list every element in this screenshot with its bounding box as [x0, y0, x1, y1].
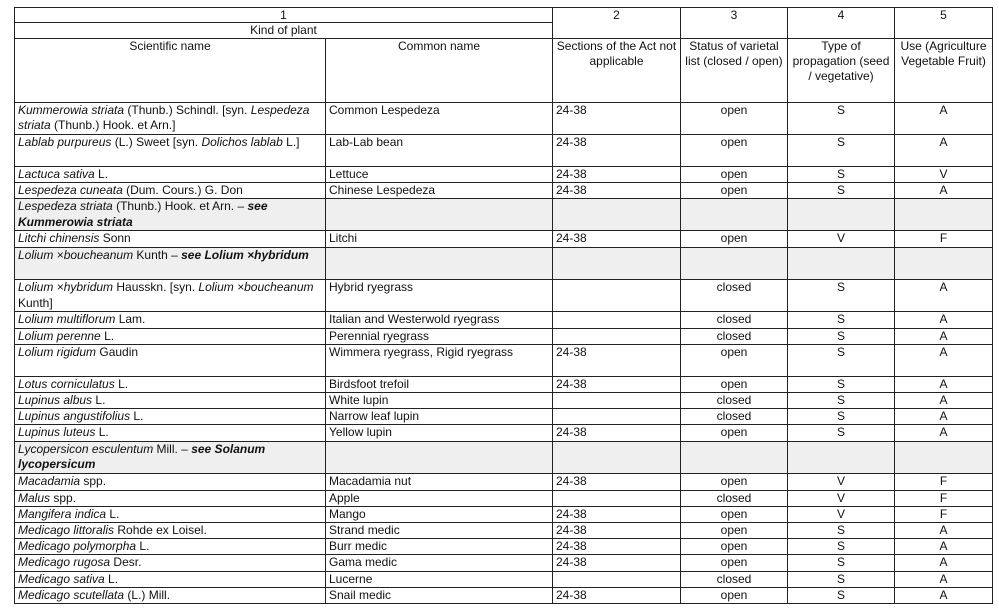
sections-cell: 24-38: [553, 135, 681, 167]
status-cell: open: [681, 183, 788, 199]
status-cell: open: [681, 376, 788, 392]
sections-cell: 24-38: [553, 183, 681, 199]
propagation-cell: V: [788, 490, 895, 506]
status-cell: open: [681, 135, 788, 167]
common-name-cell: Wimmera ryegrass, Rigid ryegrass: [326, 344, 553, 376]
status-cell: closed: [681, 280, 788, 312]
table-row: [15, 280, 993, 312]
scientific-name-segment: Kunth –: [133, 248, 182, 263]
table-row: [15, 167, 993, 183]
scientific-name-segment: Kummerowia striata: [18, 103, 125, 117]
use-cell: A: [895, 103, 993, 135]
table-row: [15, 571, 993, 587]
use-cell: A: [895, 587, 993, 603]
status-cell: open: [681, 167, 788, 183]
scientific-name-cell: [15, 231, 326, 248]
use-cell: [895, 441, 993, 473]
use-cell: A: [895, 344, 993, 376]
common-name-cell: White lupin: [326, 393, 553, 409]
scientific-name-segment: L.: [100, 328, 115, 343]
status-cell: open: [681, 523, 788, 539]
scientific-name-segment: Lolium ×boucheanum: [18, 248, 134, 263]
scientific-name-segment: L.: [130, 409, 144, 424]
scientific-name-segment: see Kummerowia striata: [18, 199, 268, 229]
table-row: [15, 393, 993, 409]
table-row: [15, 328, 993, 344]
col1-title: Kind of plant: [250, 23, 317, 37]
common-name-cell: Lab-Lab bean: [326, 135, 553, 167]
sections-cell: [553, 409, 681, 425]
table-row: [15, 473, 993, 490]
table-row: [15, 441, 993, 473]
use-cell: A: [895, 312, 993, 328]
scientific-name-segment: (L.) Sweet [syn.: [111, 135, 202, 149]
header-row-numbers: [15, 8, 993, 39]
table-row: [15, 248, 993, 280]
common-name-cell: Italian and Westerwold ryegrass: [326, 312, 553, 328]
scientific-name-segment: L.: [92, 393, 106, 408]
propagation-cell: S: [788, 135, 895, 167]
scientific-name-cell: [15, 523, 326, 539]
scientific-name-segment: Medicago sativa: [18, 571, 105, 586]
common-name-cell: Birdsfoot trefoil: [326, 376, 553, 392]
propagation-cell: S: [788, 344, 895, 376]
scientific-name-segment: Sonn: [99, 231, 131, 246]
scientific-name-segment: (L.) Mill.: [124, 587, 171, 602]
table-row: [15, 376, 993, 392]
col1-number: 1: [15, 8, 552, 23]
use-cell: A: [895, 425, 993, 441]
common-name-cell: Macadamia nut: [326, 473, 553, 490]
status-cell: closed: [681, 490, 788, 506]
sections-cell: 24-38: [553, 376, 681, 392]
table-row: [15, 231, 993, 248]
status-header: Status of varietal list (closed / open): [681, 39, 788, 103]
sections-cell: [553, 441, 681, 473]
scientific-name-segment: Mangifera indica: [18, 506, 107, 521]
sections-cell: 24-38: [553, 523, 681, 539]
common-name-cell: Narrow leaf lupin: [326, 409, 553, 425]
common-name-cell: Common Lespedeza: [326, 103, 553, 135]
table-row: [15, 103, 993, 135]
table-row: [15, 506, 993, 522]
propagation-cell: S: [788, 183, 895, 199]
sections-cell: [553, 490, 681, 506]
table-row: [15, 135, 993, 167]
scientific-name-segment: Lolium ×hybridum: [18, 280, 114, 295]
propagation-cell: [788, 199, 895, 231]
scientific-name-segment: Lolium multiflorum: [18, 312, 116, 327]
scientific-name-cell: [15, 344, 326, 376]
scientific-name-cell: [15, 248, 326, 280]
scientific-name-segment: Lupinus luteus: [18, 425, 96, 440]
table-row: [15, 490, 993, 506]
scientific-name-segment: Lespedeza striata: [18, 103, 310, 133]
status-cell: open: [681, 506, 788, 522]
sections-cell: 24-38: [553, 555, 681, 571]
plant-varieties-table: [14, 7, 993, 604]
status-cell: open: [681, 231, 788, 248]
use-cell: A: [895, 539, 993, 555]
scientific-name-segment: Hausskn. [syn.: [113, 280, 199, 295]
scientific-name-segment: spp.: [80, 473, 107, 488]
scientific-name-segment: Gaudin: [96, 344, 139, 359]
common-name-cell: Yellow lupin: [326, 425, 553, 441]
status-cell: closed: [681, 328, 788, 344]
sections-cell: [553, 393, 681, 409]
sections-header: Sections of the Act not applicable: [553, 39, 681, 103]
common-name-cell: Snail medic: [326, 587, 553, 603]
use-cell: A: [895, 328, 993, 344]
propagation-cell: [788, 441, 895, 473]
scientific-name-segment: L.]: [282, 135, 300, 149]
use-cell: [895, 248, 993, 280]
table-row: [15, 199, 993, 231]
common-name-cell: Chinese Lespedeza: [326, 183, 553, 199]
sections-cell: [553, 248, 681, 280]
sections-cell: [553, 571, 681, 587]
scientific-name-cell: [15, 409, 326, 425]
scientific-name-header: Scientific name: [15, 39, 326, 103]
propagation-cell: S: [788, 587, 895, 603]
use-cell: A: [895, 409, 993, 425]
scientific-name-segment: Medicago polymorpha: [18, 539, 137, 554]
table-row: [15, 409, 993, 425]
scientific-name-segment: Lupinus albus: [18, 393, 93, 408]
use-cell: A: [895, 523, 993, 539]
propagation-cell: S: [788, 555, 895, 571]
propagation-cell: S: [788, 280, 895, 312]
scientific-name-cell: [15, 280, 326, 312]
use-cell: F: [895, 473, 993, 490]
status-cell: [681, 248, 788, 280]
table-row: [15, 425, 993, 441]
scientific-name-segment: Rohde ex Loisel.: [114, 523, 207, 538]
scientific-name-segment: Kunth]: [18, 295, 53, 310]
scientific-name-cell: [15, 587, 326, 603]
scientific-name-segment: Lolium ×boucheanum: [198, 280, 314, 295]
scientific-name-cell: [15, 199, 326, 231]
common-name-cell: [326, 248, 553, 280]
col4-number: 4: [788, 8, 895, 39]
table-body: [15, 103, 993, 604]
common-name-cell: Burr medic: [326, 539, 553, 555]
sections-cell: 24-38: [553, 344, 681, 376]
scientific-name-cell: [15, 135, 326, 167]
scientific-name-segment: Lupinus angustifolius: [18, 409, 131, 424]
use-cell: A: [895, 393, 993, 409]
use-cell: A: [895, 571, 993, 587]
scientific-name-cell: [15, 490, 326, 506]
scientific-name-segment: L.: [106, 506, 120, 521]
propagation-cell: S: [788, 167, 895, 183]
common-name-cell: Strand medic: [326, 523, 553, 539]
scientific-name-segment: (Dum. Cours.) G. Don: [122, 183, 243, 198]
common-name-cell: Hybrid ryegrass: [326, 280, 553, 312]
status-cell: closed: [681, 409, 788, 425]
scientific-name-segment: L.: [94, 167, 109, 181]
common-name-header: Common name: [326, 39, 553, 103]
scientific-name-segment: Mill. –: [153, 441, 192, 456]
header-row-titles: [15, 39, 993, 103]
scientific-name-segment: Lam.: [115, 312, 146, 327]
status-cell: open: [681, 473, 788, 490]
scientific-name-segment: Dolichos lablab: [201, 135, 283, 149]
sections-cell: [553, 312, 681, 328]
table-row: [15, 539, 993, 555]
propagation-cell: S: [788, 425, 895, 441]
sections-cell: 24-38: [553, 231, 681, 248]
status-cell: open: [681, 344, 788, 376]
use-cell: A: [895, 135, 993, 167]
propagation-cell: [788, 248, 895, 280]
common-name-cell: Lettuce: [326, 167, 553, 183]
sections-cell: 24-38: [553, 539, 681, 555]
scientific-name-segment: Medicago littoralis: [18, 523, 115, 538]
status-cell: open: [681, 555, 788, 571]
table-row: [15, 312, 993, 328]
propagation-header: Type of propagation (seed / vegetative): [788, 39, 895, 103]
scientific-name-segment: (Thunb.) Schindl. [syn.: [124, 103, 251, 117]
propagation-cell: S: [788, 312, 895, 328]
scientific-name-cell: [15, 539, 326, 555]
propagation-cell: S: [788, 409, 895, 425]
status-cell: closed: [681, 312, 788, 328]
scientific-name-segment: see Lolium ×hybridum: [181, 248, 309, 263]
common-name-cell: [326, 199, 553, 231]
scientific-name-segment: Lycopersicon esculentum: [18, 441, 154, 456]
use-cell: F: [895, 490, 993, 506]
table-row: [15, 523, 993, 539]
scientific-name-segment: Litchi chinensis: [18, 231, 100, 246]
scientific-name-segment: Lespedeza striata: [18, 199, 113, 214]
propagation-cell: S: [788, 393, 895, 409]
sections-cell: 24-38: [553, 167, 681, 183]
status-cell: closed: [681, 393, 788, 409]
common-name-cell: [326, 441, 553, 473]
col5-number: 5: [895, 8, 993, 39]
scientific-name-cell: [15, 376, 326, 392]
scientific-name-segment: Medicago scutellata: [18, 587, 125, 602]
scientific-name-cell: [15, 183, 326, 199]
common-name-cell: Gama medic: [326, 555, 553, 571]
status-cell: open: [681, 539, 788, 555]
sections-cell: 24-38: [553, 473, 681, 490]
propagation-cell: S: [788, 523, 895, 539]
scientific-name-segment: Lactuca sativa: [18, 167, 95, 181]
table-row: [15, 344, 993, 376]
scientific-name-segment: Lolium rigidum: [18, 344, 97, 359]
scientific-name-cell: [15, 328, 326, 344]
scientific-name-segment: Medicago rugosa: [18, 555, 111, 570]
col3-number: 3: [681, 8, 788, 39]
common-name-cell: Apple: [326, 490, 553, 506]
status-cell: open: [681, 103, 788, 135]
scientific-name-segment: L.: [114, 376, 129, 391]
sections-cell: [553, 199, 681, 231]
sections-cell: [553, 280, 681, 312]
sections-cell: 24-38: [553, 425, 681, 441]
scientific-name-segment: Macadamia: [18, 473, 81, 488]
scientific-name-cell: [15, 425, 326, 441]
use-cell: [895, 199, 993, 231]
scientific-name-segment: Malus: [18, 490, 51, 505]
propagation-cell: S: [788, 539, 895, 555]
scientific-name-segment: spp.: [50, 490, 77, 505]
col2-number: 2: [553, 8, 681, 39]
sections-cell: [553, 328, 681, 344]
propagation-cell: V: [788, 231, 895, 248]
scientific-name-segment: L.: [95, 425, 109, 440]
sections-cell: 24-38: [553, 506, 681, 522]
scientific-name-cell: [15, 506, 326, 522]
common-name-cell: Lucerne: [326, 571, 553, 587]
status-cell: closed: [681, 571, 788, 587]
sections-cell: 24-38: [553, 103, 681, 135]
use-cell: F: [895, 506, 993, 522]
scientific-name-cell: [15, 312, 326, 328]
scientific-name-segment: Lablab purpureus: [18, 135, 112, 149]
propagation-cell: V: [788, 506, 895, 522]
propagation-cell: V: [788, 473, 895, 490]
status-cell: [681, 441, 788, 473]
scientific-name-segment: (Thunb.) Hook. et Arn. –: [112, 199, 248, 214]
kind-of-plant-header: [15, 8, 553, 39]
propagation-cell: S: [788, 376, 895, 392]
table-row: [15, 183, 993, 199]
use-header: Use (Agriculture Vegetable Fruit): [895, 39, 993, 103]
scientific-name-segment: Lolium perenne: [18, 328, 101, 343]
status-cell: open: [681, 587, 788, 603]
common-name-cell: Mango: [326, 506, 553, 522]
scientific-name-cell: [15, 555, 326, 571]
common-name-cell: Perennial ryegrass: [326, 328, 553, 344]
scientific-name-cell: [15, 473, 326, 490]
scientific-name-segment: Lespedeza cuneata: [18, 183, 123, 198]
status-cell: open: [681, 425, 788, 441]
scientific-name-segment: (Thunb.) Hook. et Arn.]: [50, 118, 176, 133]
scientific-name-segment: see Solanum lycopersicum: [18, 441, 266, 471]
sections-cell: 24-38: [553, 587, 681, 603]
scientific-name-segment: L.: [136, 539, 150, 554]
status-cell: [681, 199, 788, 231]
propagation-cell: S: [788, 103, 895, 135]
scientific-name-cell: [15, 393, 326, 409]
use-cell: A: [895, 280, 993, 312]
use-cell: F: [895, 231, 993, 248]
common-name-cell: Litchi: [326, 231, 553, 248]
table-row: [15, 555, 993, 571]
scientific-name-segment: Desr.: [110, 555, 142, 570]
propagation-cell: S: [788, 328, 895, 344]
use-cell: V: [895, 167, 993, 183]
scientific-name-cell: [15, 571, 326, 587]
scientific-name-cell: [15, 441, 326, 473]
scientific-name-cell: [15, 103, 326, 135]
scientific-name-cell: [15, 167, 326, 183]
propagation-cell: S: [788, 571, 895, 587]
scientific-name-segment: L.: [104, 571, 119, 586]
use-cell: A: [895, 555, 993, 571]
scientific-name-segment: Lotus corniculatus: [18, 376, 115, 391]
use-cell: A: [895, 183, 993, 199]
table-row: [15, 587, 993, 603]
use-cell: A: [895, 376, 993, 392]
